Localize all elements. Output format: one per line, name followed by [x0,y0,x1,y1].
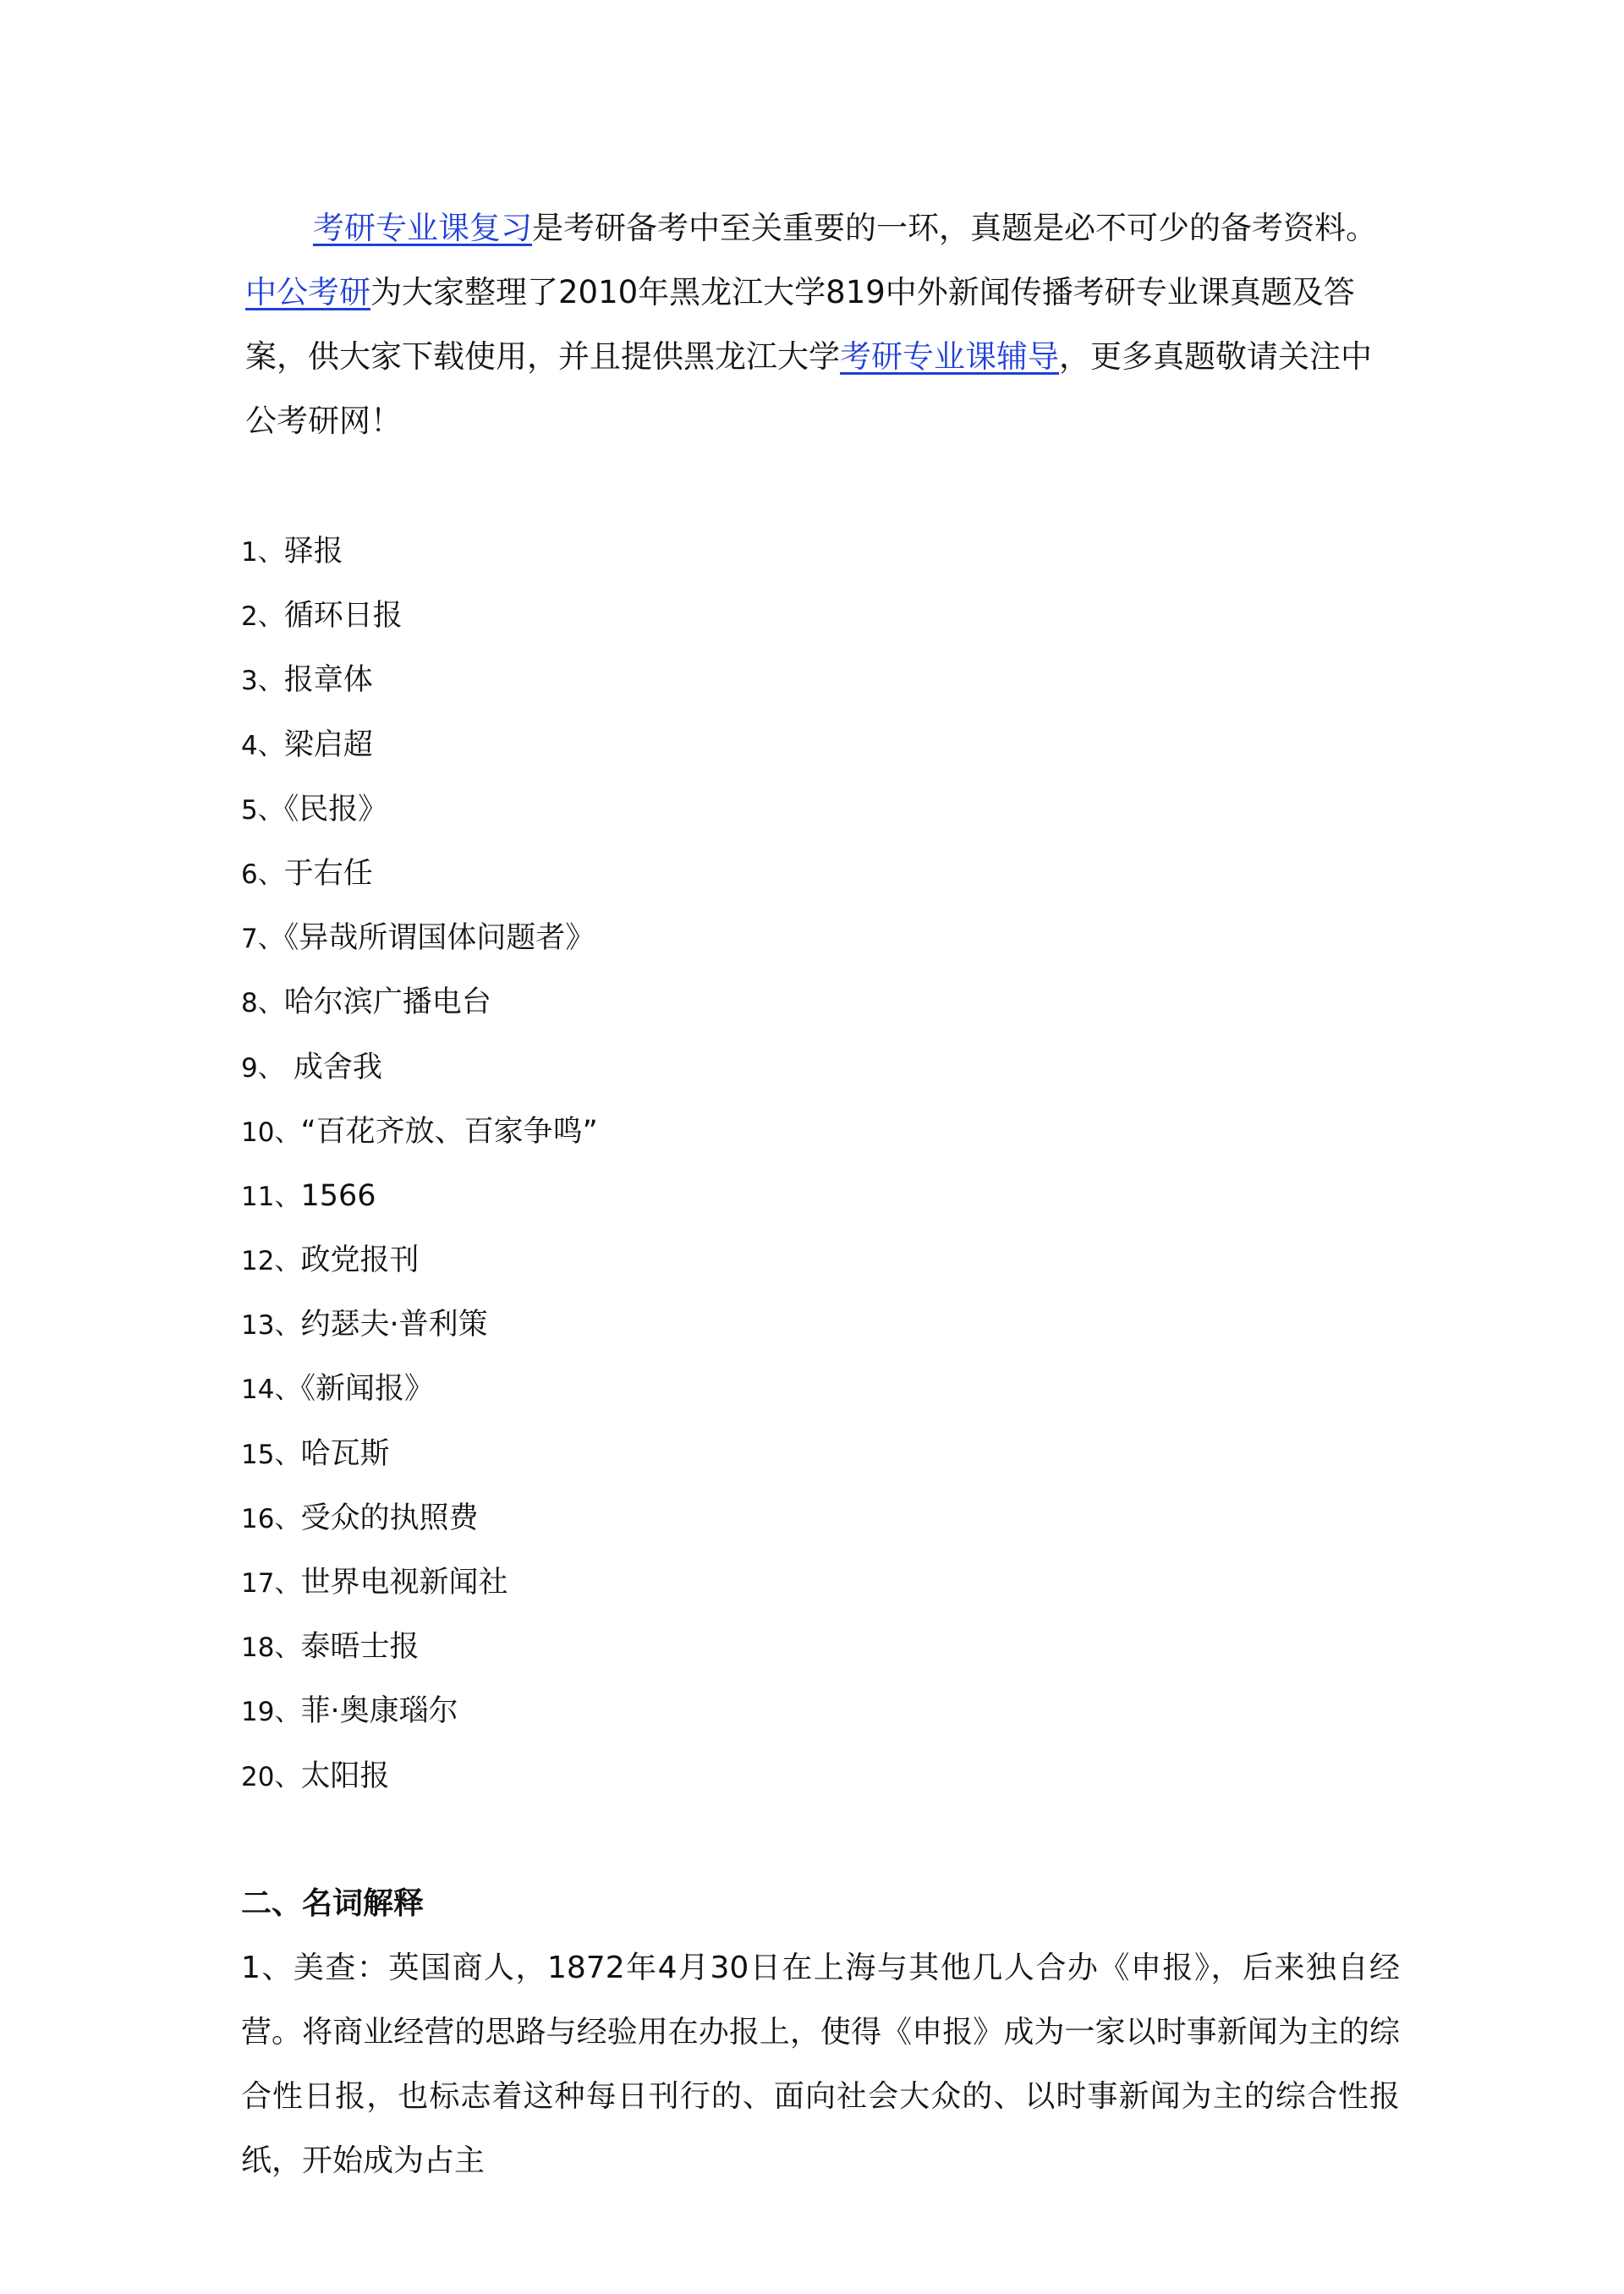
item-number: 6、 [241,859,284,890]
list-item [241,1422,1341,1486]
list-item [241,648,1341,712]
answer-list [241,519,1341,1808]
item-text: 于右任 [283,856,373,891]
list-item [241,842,1341,906]
item-number: 9、 [241,1052,284,1084]
item-text: 政党报刊 [300,1243,420,1278]
item-text: 太阳报 [300,1759,390,1793]
item-text: 《新闻报》 [300,1372,434,1407]
item-number: 1、 [241,537,284,568]
item-text: 循环日报 [283,599,403,634]
item-number: 19、 [241,1697,301,1728]
list-item [241,584,1341,648]
offcn-kaoyan-link[interactable]: 中公考研 [245,274,370,310]
item-text: 梁启超 [283,727,373,762]
section-heading: 二、名词解释 [241,1886,425,1921]
item-number: 16、 [241,1503,301,1534]
item-number: 11、 [241,1181,301,1212]
list-item [241,970,1341,1034]
item-text: 哈尔滨广播电台 [283,985,491,1020]
item-number: 12、 [241,1246,301,1277]
item-number: 8、 [241,988,284,1019]
item-text: 驿报 [283,535,343,568]
list-item [241,1486,1341,1550]
item-text: 受众的执照费 [300,1501,479,1535]
item-number: 14、 [241,1375,301,1406]
item-text: 菲·奥康瑙尔 [300,1694,458,1729]
item-number: 15、 [241,1439,301,1470]
item-number: 17、 [241,1568,301,1599]
tutoring-link[interactable]: 考研专业课辅导 [840,338,1059,375]
list-item [241,519,1341,584]
list-item [241,1100,1341,1164]
list-item [241,1357,1341,1421]
item-number: 13、 [241,1310,301,1342]
item-number: 3、 [241,666,284,697]
item-number: 5、 [241,794,284,826]
intro-paragraph [245,196,1396,453]
item-number: 2、 [241,601,284,633]
definition-paragraph: 1、美查：英国商人，1872年4月30日在上海与其他几人合办《申报》，后来独自经营。将商业经营的思路与经验用在办报上，使得《申报》成为一家以时事新闻为主的综合性日报，也标志着这种每日刊行的、面向社会大众的、以时事新闻为主的综合性报纸，开始成为占主 [241,1951,1400,2178]
item-text: “百花齐放、百家争鸣” [300,1114,598,1149]
list-item [241,1615,1341,1679]
item-text: 报章体 [283,663,373,698]
intro-text-2: 为大家整理了2010年黑龙江大学819中外新闻传播考研专业课真题及答案，供大家下载使用，并且提供黑龙江大学 [245,274,1355,375]
item-number: 10、 [241,1117,301,1148]
item-text: 约瑟夫·普利策 [300,1308,488,1342]
list-item [241,1679,1341,1743]
list-item [241,1292,1341,1357]
intro-text-3: ，更多真题敬请关注中公考研网！ [245,338,1372,439]
item-text: 成舍我 [283,1050,382,1084]
list-item [241,1035,1341,1100]
item-text: 《异哉所谓国体问题者》 [283,921,595,956]
item-text: 《民报》 [283,792,388,826]
item-number: 18、 [241,1633,301,1664]
list-item [241,1744,1341,1808]
item-number: 20、 [241,1761,301,1792]
exam-review-link[interactable]: 考研专业课复习 [313,210,532,246]
item-text: 哈瓦斯 [300,1436,390,1471]
item-number: 7、 [241,924,284,955]
list-item [241,1228,1341,1292]
item-text: 1566 [300,1178,376,1213]
list-item [241,1550,1341,1615]
item-text: 泰晤士报 [300,1630,420,1665]
list-item [241,713,1341,777]
intro-text-1: 是考研备考中至关重要的一环，真题是必不可少的备考资料。 [532,210,1377,246]
list-item [241,777,1341,842]
list-item [241,1164,1341,1228]
list-item [241,906,1341,970]
item-text: 世界电视新闻社 [300,1566,508,1600]
item-number: 4、 [241,730,284,761]
